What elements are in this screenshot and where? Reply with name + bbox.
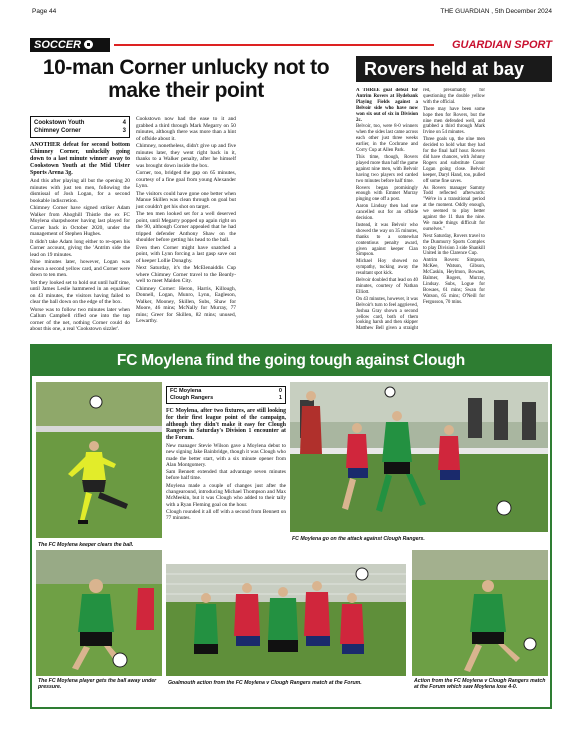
photo-caption: FC Moylena go on the attack against Clough Rangers. [292, 536, 425, 542]
story-paragraph: Chimney, nonetheless, didn't give up and five minutes later, they went right back in it, thanks to a Walker penalty, after he himself was brought down inside the box. [136, 143, 236, 169]
story-paragraph: Instead, it was Belvoir who showed the way on 35 minutes, thanks to a somewhat contentious penalty award, given against keeper Cian Simpson. [356, 222, 418, 258]
feature-paragraph: Sam Bennett extended that advantage seven minutes before half time. [166, 469, 286, 482]
score-home-team: Cookstown Youth [34, 120, 85, 126]
story-paragraph: Three goals up, the nine men decided to hold what they had for the final half hour. Rovers did have chances, with Johnny Rogers and substitute Conor Logan going close. Belvoir keeper, Daryl Hand, too, pulled off some fine saves. [423, 137, 485, 184]
football-icon [84, 40, 93, 49]
story-paragraph: Aaron Lindsay then had one cancelled out for an offside decision. [356, 204, 418, 222]
page-folio [32, 8, 552, 18]
story-paragraph: Belvoir, too, were 8-0 winners when the sides last came across each other just three weeks earlier, in the Cochrane and Corry Cup at Allen Park. [356, 124, 418, 154]
story-paragraph: On 43 minutes, however, it was Belvoir's turn to feel aggrieved, Joshua Gray shown a second yellow card, both of them looking harsh and then skipper Matthew Bell given a straight red, presumably for questioning the double yellow with the official. [356, 88, 485, 332]
story-paragraph: Next Saturday, it's the McElenaiddis Cup where Chimney Corner travel to the Beardy-well to meet Maiden City. [136, 265, 236, 284]
goalmouth-illustration [166, 564, 406, 676]
story-paragraph: The ten men looked set for a well deserved point, until Megarry popped up again right on the 90, although Corner appealed that he had tripped defender Anthony Shaw on the shoulder before getting his head to the ball. [136, 211, 236, 243]
section-bar [30, 38, 552, 52]
score-home-goals: 0 [278, 388, 282, 394]
score-home-team: FC Moylena [170, 388, 202, 394]
attack-illustration [290, 382, 548, 532]
guardian-sport-brand: GUARDIAN SPORT [451, 39, 552, 51]
score-home-goals: 4 [122, 120, 126, 126]
story-paragraph: Worse was to follow two minutes later when Callum Campbell rifled one into the top corner of the net, nothing Corner could do about this one, a real 'Cookstown sizzler'. [30, 306, 130, 332]
score-away-goals: 1 [278, 395, 282, 401]
story-body [30, 116, 342, 338]
story-paragraph: Next Saturday, Rovers travel to the Dunmurry Sports Complex to play Division 3 side Shankill United in the Clarence Cup. [423, 233, 485, 257]
story-paragraph: Michael Hoy showed no sympathy, tucking away the resultant spot kick. [356, 259, 418, 277]
story-paragraph: Cookstown now had the ease to it and grabbed a third through Mark Megarry on 50 minutes, although there was more than a hint of offside about it. [136, 116, 236, 142]
keeper-clearing-illustration [36, 382, 162, 538]
feature-moylena-clough [30, 344, 552, 709]
story-headline: 10-man Corner unlucky not to make their point [42, 56, 330, 102]
feature-lead: FC Moylena, after two fixtures, are still looking for their first league point of the campaign, although they didn't make it easy for Clough Rangers in Saturday's Division 1 encounter at the Forum. [166, 408, 286, 442]
photo-ball-under-pressure [36, 550, 162, 676]
match-action-illustration [412, 550, 548, 676]
story-paragraph: Nine minutes later, however, Logan was shown a second yellow card, and Corner were down to ten men. [30, 259, 130, 278]
story-rovers-held [356, 56, 552, 338]
feature-paragraph: Clough rounded it all off with a second from Bennett on 77 minutes. [166, 508, 286, 522]
story-paragraph: As Rovers manager Sammy Todd reflected afterwards: "We're in a transitional period at the moment. Oddly enough, we seemed to play better against the 11 than the nine. We made things difficult for ourselves." [423, 185, 485, 232]
section-label: SOCCER [34, 39, 82, 51]
story-lead: ANOTHER defeat for second bottom Chimney Corner, unluckily going down to a last minute winner away to Cookstown Youth at the Mid Ulster Sports Arena 3g. [30, 142, 130, 176]
story-body [356, 88, 552, 338]
score-away-team: Chimney Corner [34, 128, 81, 134]
story-paragraph: And this after playing all but the opening 20 minutes with just ten men, following the dismissal of Josh Logan, for a second bookable indiscretion. [30, 178, 130, 204]
story-headline: Rovers held at bay [356, 56, 552, 82]
publication-date: THE GUARDIAN , 5th December 2024 [440, 8, 552, 15]
story-paragraph: Antrim Rovers: Simpson, McKee, Watson, Gibson, McCaskin, Heylmon, Bowaes, Balmer, Rogers, Murray, Lindsay. Subs, Logue for Bowaes, 61 mins; Swan for Watson, 65 mins; O'Neill for Fergusson, 70 mins. [423, 258, 485, 305]
photo-keeper-clears [36, 382, 162, 538]
feature-banner-headline: FC Moylena find the going tough against Clough [32, 346, 550, 376]
story-paragraph: Belvoir doubled that lead on 40 minutes, courtesy of Nathan Elliott. [356, 278, 418, 295]
score-away-goals: 3 [122, 128, 126, 134]
story-paragraph: Yet they looked set to hold out until half time, until James Leslie hammered in an equaliser on 43 minutes, the visitors having failed to clear the ball down on the edge of the box. [30, 279, 130, 305]
player-under-pressure-illustration [36, 550, 162, 676]
story-paragraph: Rovers began promisingly enough with Emmet Murray pinging one off a post. [356, 185, 418, 203]
story-lead: A THREE goal defeat for Antrim Rovers at Hydebank Playing Fields against a Belvoir side who have now won six out of six in Division 2c. [356, 88, 418, 123]
photo-caption: Action from the FC Moylena v Clough Rangers match at the Forum which saw Moylena lose 4-0. [414, 678, 546, 690]
story-paragraph: This time, though, Rovers played more than half the game against nine men, with Belvoir having two players red carded two minutes before half time. [356, 154, 418, 184]
section-rule [114, 44, 434, 46]
story-paragraph: Even then Corner might have snatched a point, with Lynn forcing a last gasp save out of keeper Lollie Donaghy. [136, 244, 236, 264]
photo-caption: Goalmouth action from the FC Moylena v Clough Rangers match at the Forum. [168, 680, 362, 686]
feature-body [166, 386, 286, 564]
photo-moylena-attack [290, 382, 548, 532]
story-paragraph: It didn't take Adam long either to re-open his Corner account, giving the 'Antrim side the lead on 19 minutes. [30, 238, 130, 258]
score-box [30, 116, 130, 138]
photo-caption: The FC Moylena player gets the ball away under pressure. [38, 678, 157, 690]
feature-paragraph: Moylena made a couple of changes just after the changearound, introducing Michael Thompson and Max McMeekin, but it was Clough who added to their tally with a Ryan Fleming goal on the hour. [166, 482, 286, 508]
score-away-team: Clough Rangers [170, 395, 214, 401]
story-paragraph: There may have been some hope then for Rovers, but the nine men defended well, and grabbed a third through Mark Irvine on 54 minutes. [423, 106, 485, 136]
photo-caption: The FC Moylena keeper clears the ball. [38, 542, 134, 548]
soccer-section-tag [30, 38, 110, 52]
feature-paragraph: New manager Stevie Wilson gave a Moylena debut to new signing Jake Bainbridge, though it was Clough who made the better start, with a six minute opener from Alan Montgomery. [166, 442, 286, 468]
page-number: Page 44 [32, 8, 57, 15]
score-box [166, 386, 286, 404]
story-corner-unlucky [30, 56, 342, 338]
story-paragraph: The visitors could have gone one better when Manue Skillen was clean through on goal but just couldn't get his shot on target. [136, 190, 236, 210]
story-paragraph: Corner, too, bridged the gap on 65 minutes, courtesy of a fine goal from young Alexander Lynn. [136, 170, 236, 189]
photo-action-match [412, 550, 548, 676]
photo-goalmouth-action [166, 564, 406, 676]
story-paragraph: Chimney Corner have signed striker Adam Walker from Ahoghill Thistle the ex FC Moylena sharpshooter having last played for Corner back in October 2020, under the management of Stephen Hughes. [30, 205, 130, 237]
story-paragraph: Chimney Corner: Heron, Harris, Killough, Donnell, Logan, Munro, Lynn, Eagleson, Walker, Mooney, Skillen, Subs, Shaw for Moore, 46 mins; McNally for Murray, 77 mins; Greer for Skillen, 82 mins; unused, Lewarthy. [136, 285, 236, 324]
